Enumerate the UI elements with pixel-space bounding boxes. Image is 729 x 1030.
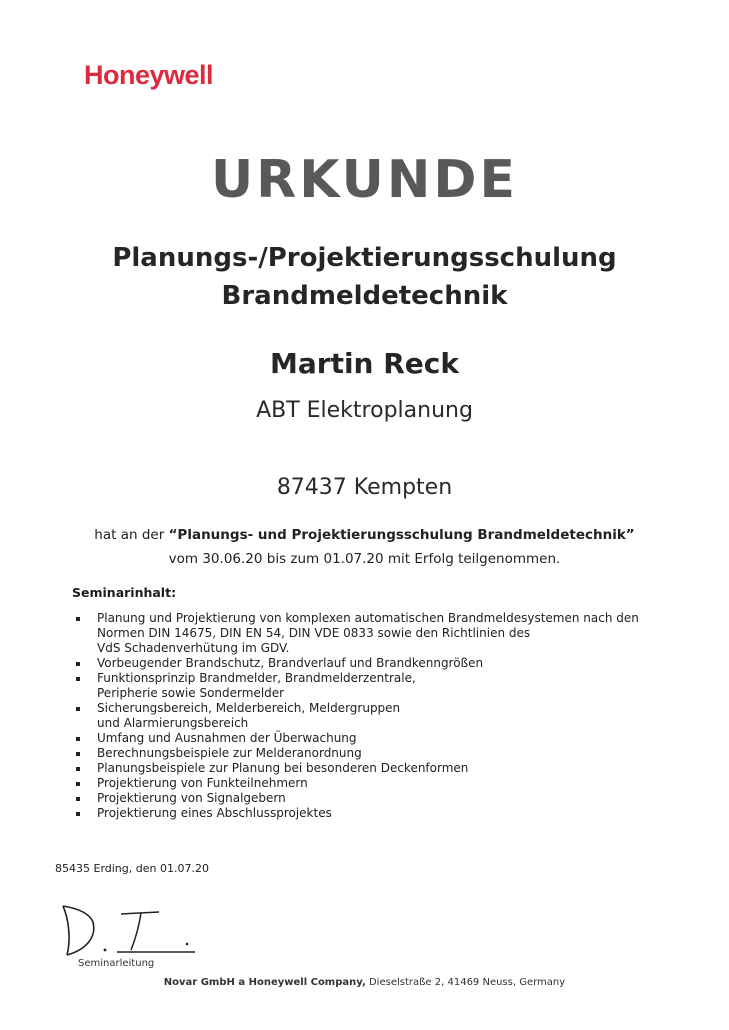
statement-line-1: [0, 527, 729, 543]
course-title-line-2: Brandmeldetechnik: [221, 281, 508, 311]
statement-course: “Planungs- und Projektierungsschulung Brandmeldetechnik”: [168, 527, 635, 543]
bullet-icon: [76, 677, 80, 681]
bullet-icon: [76, 752, 80, 756]
seminar-item-text: Vorbeugender Brandschutz, Brandverlauf und Brandkenngrößen: [97, 656, 484, 670]
seminar-item: [76, 671, 676, 701]
signature-label: Seminarleitung: [78, 958, 155, 969]
seminar-item-text: Peripherie sowie Sondermelder: [97, 686, 285, 700]
bullet-icon: [76, 662, 80, 666]
seminar-item-text: Projektierung von Funkteilnehmern: [97, 776, 308, 790]
statement-line-2: vom 30.06.20 bis zum 01.07.20 mit Erfolg teilgenommen.: [168, 551, 561, 567]
seminar-heading: Seminarinhalt:: [72, 585, 177, 600]
bullet-icon: [76, 812, 80, 816]
seminar-item: [76, 791, 676, 806]
seminar-item: [76, 806, 676, 821]
seminar-item-text: Berechnungsbeispiele zur Melderanordnung: [97, 746, 362, 760]
place-date: 85435 Erding, den 01.07.20: [55, 862, 209, 875]
handwritten-signature: [55, 900, 205, 964]
bullet-icon: [76, 617, 80, 621]
bullet-icon: [76, 782, 80, 786]
seminar-item: [76, 611, 676, 656]
seminar-item-text: Sicherungsbereich, Melderbereich, Meldergruppen: [97, 701, 401, 715]
bullet-icon: [76, 707, 80, 711]
seminar-item-text: Projektierung eines Abschlussprojektes: [97, 806, 332, 820]
bullet-icon: [76, 797, 80, 801]
seminar-item: [76, 701, 676, 731]
footer-address: Dieselstraße 2, 41469 Neuss, Germany: [368, 977, 566, 988]
seminar-item: [76, 776, 676, 791]
seminar-item-text: Umfang und Ausnahmen der Überwachung: [97, 731, 357, 745]
seminar-item-text: Projektierung von Signalgebern: [97, 791, 286, 805]
statement-prefix: hat an der: [94, 527, 165, 543]
seminar-item: [76, 656, 676, 671]
participant-company: ABT Elektroplanung: [256, 398, 473, 423]
footer-company: Novar GmbH a Honeywell Company,: [163, 977, 366, 988]
seminar-item-text: VdS Schadenverhütung im GDV.: [97, 641, 290, 655]
seminar-item: [76, 731, 676, 746]
participant-name: Martin Reck: [270, 347, 459, 380]
bullet-icon: [76, 767, 80, 771]
seminar-item: [76, 761, 676, 776]
course-title-line-1: Planungs-/Projektierungsschulung: [112, 243, 617, 273]
participant-city: 87437 Kempten: [276, 475, 453, 500]
seminar-item: [76, 746, 676, 761]
bullet-icon: [76, 737, 80, 741]
seminar-item-text: und Alarmierungsbereich: [97, 716, 249, 730]
seminar-content-list: [76, 611, 676, 821]
honeywell-logo: Honeywell: [84, 60, 214, 90]
seminar-item-text: Normen DIN 14675, DIN EN 54, DIN VDE 0833 sowie den Richtlinien des: [97, 626, 531, 640]
footer: [0, 977, 729, 988]
certificate-title: URKUNDE: [210, 150, 519, 210]
seminar-item-text: Funktionsprinzip Brandmelder, Brandmelderzentrale,: [97, 671, 416, 685]
seminar-item-text: Planung und Projektierung von komplexen automatischen Brandmeldesystemen nach den: [97, 611, 639, 625]
seminar-item-text: Planungsbeispiele zur Planung bei besonderen Deckenformen: [97, 761, 469, 775]
